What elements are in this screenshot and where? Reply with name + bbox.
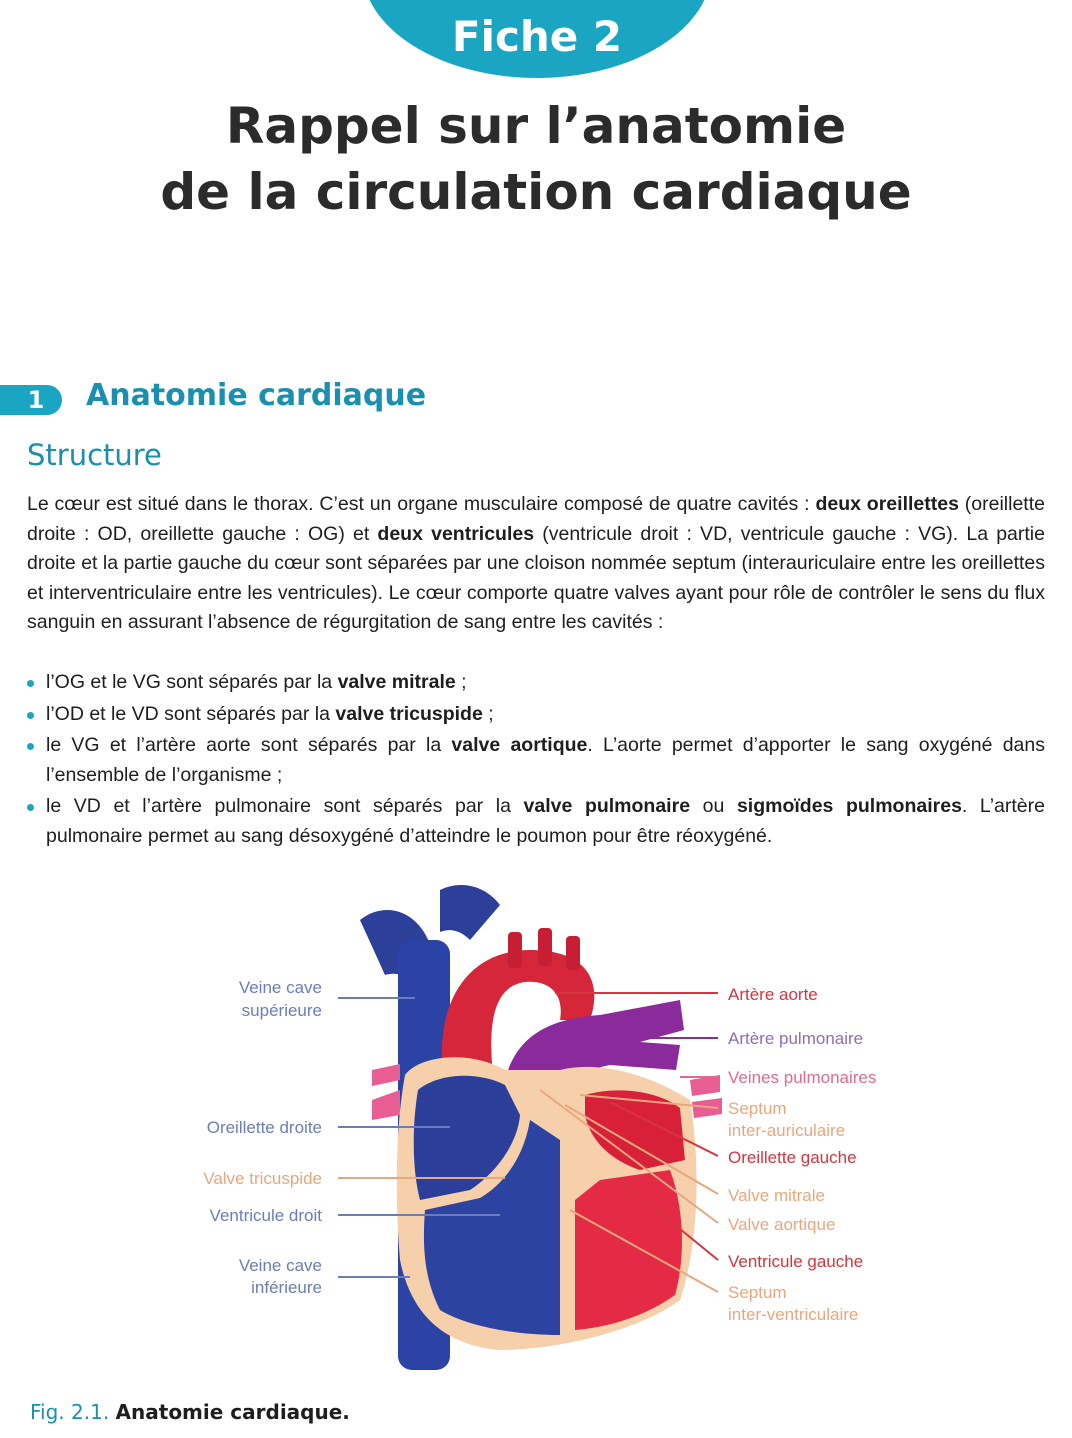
bold-term: valve pulmonaire: [523, 795, 691, 817]
label-veine-cave-sup-2: supérieure: [241, 1001, 322, 1020]
label-veines-pulmonaires: Veines pulmonaires: [728, 1068, 877, 1087]
text-run: l’OG et le VG sont séparés par la: [46, 671, 338, 693]
fiche-tab-label: Fiche 2: [451, 12, 623, 61]
label-ventricule-droit: Ventricule droit: [209, 1206, 322, 1225]
label-valve-mitrale: Valve mitrale: [728, 1186, 825, 1205]
page-title-line1: Rappel sur l’anatomie: [225, 97, 847, 155]
bold-term: valve tricuspide: [335, 702, 483, 725]
text-run: le VD et l’artère pulmonaire sont séparés par la: [46, 795, 524, 817]
page-title-line2: de la circulation cardiaque: [160, 163, 912, 221]
label-artere-pulmonaire: Artère pulmonaire: [728, 1029, 864, 1048]
section-title: Anatomie cardiaque: [86, 378, 427, 413]
text-run: ;: [482, 702, 494, 725]
label-veine-cave-inf-2: inférieure: [251, 1278, 322, 1297]
bold-term: deux ventricules: [377, 522, 535, 545]
text-run: l’OD et le VD sont séparés par la: [46, 702, 336, 725]
figure-caption-text: Anatomie cardiaque.: [115, 1400, 350, 1424]
text-run: (oreillette droite : OD, oreillette gauche : OG) et: [27, 493, 1045, 545]
heart-body-shape: [397, 1057, 722, 1350]
body-paragraph: [27, 490, 1045, 638]
fiche-tab: [362, 0, 712, 78]
text-run: (ventricule droit : VD, ventricule gauche : VG). La partie droite et la partie gauche du cœur sont séparées par une cloison nommée septum (interauriculaire entre les oreillettes et interventriculaire entre les ventricules). Le cœur comporte quatre valves ayant pour rôle de contrôler le sens du flux sanguin en assurant l’absence de régurgitation de sang entre les cavités :: [27, 522, 1045, 633]
bold-term: valve mitrale: [337, 671, 456, 693]
valve-bullet-list: [27, 668, 1045, 853]
figure-caption-number: Fig. 2.1.: [30, 1400, 110, 1424]
label-septum-ia-2: inter-auriculaire: [728, 1121, 846, 1140]
label-oreillette-gauche: Oreillette gauche: [728, 1148, 857, 1167]
label-septum-iv-1: Septum: [728, 1283, 787, 1302]
text-run: ;: [455, 671, 467, 693]
bold-term: valve aortique: [451, 734, 588, 756]
label-septum-ia-1: Septum: [728, 1099, 787, 1118]
figure-caption: [30, 1400, 350, 1424]
text-run: ou: [690, 795, 737, 817]
bold-term: deux oreillettes: [815, 493, 959, 515]
left-labels: [203, 978, 322, 1297]
label-valve-tricuspide: Valve tricuspide: [203, 1169, 322, 1188]
text-run: . L’artère pulmonaire permet au sang désoxygéné d’atteindre le poumon pour être réoxygéné.: [46, 795, 1045, 847]
label-artere-aorte: Artère aorte: [728, 985, 818, 1004]
bullet-item: [27, 668, 1045, 698]
subsection-title: Structure: [27, 438, 162, 472]
heart-anatomy-figure: [0, 880, 1072, 1380]
bullet-item: [27, 792, 1045, 851]
text-run: . L’aorte permet d’apporter le sang oxygéné dans l’ensemble de l’organisme ;: [46, 734, 1046, 786]
label-septum-iv-2: inter-ventriculaire: [728, 1305, 859, 1324]
bullet-item: [27, 731, 1045, 790]
bullet-item: [27, 700, 1045, 730]
label-ventricule-gauche: Ventricule gauche: [728, 1252, 864, 1271]
section-number-badge: 1: [0, 385, 62, 415]
label-veine-cave-inf-1: Veine cave: [238, 1256, 322, 1275]
label-oreillette-droite: Oreillette droite: [206, 1118, 322, 1137]
bold-term: sigmoïdes pulmonaires: [736, 795, 962, 817]
text-run: le VG et l’artère aorte sont séparés par la: [46, 734, 452, 756]
right-labels: [728, 985, 876, 1324]
label-veine-cave-sup-1: Veine cave: [238, 978, 322, 997]
text-run: Le cœur est situé dans le thorax. C’est un organe musculaire composé de quatre cavités :: [27, 493, 816, 515]
label-valve-aortique: Valve aortique: [728, 1215, 836, 1234]
